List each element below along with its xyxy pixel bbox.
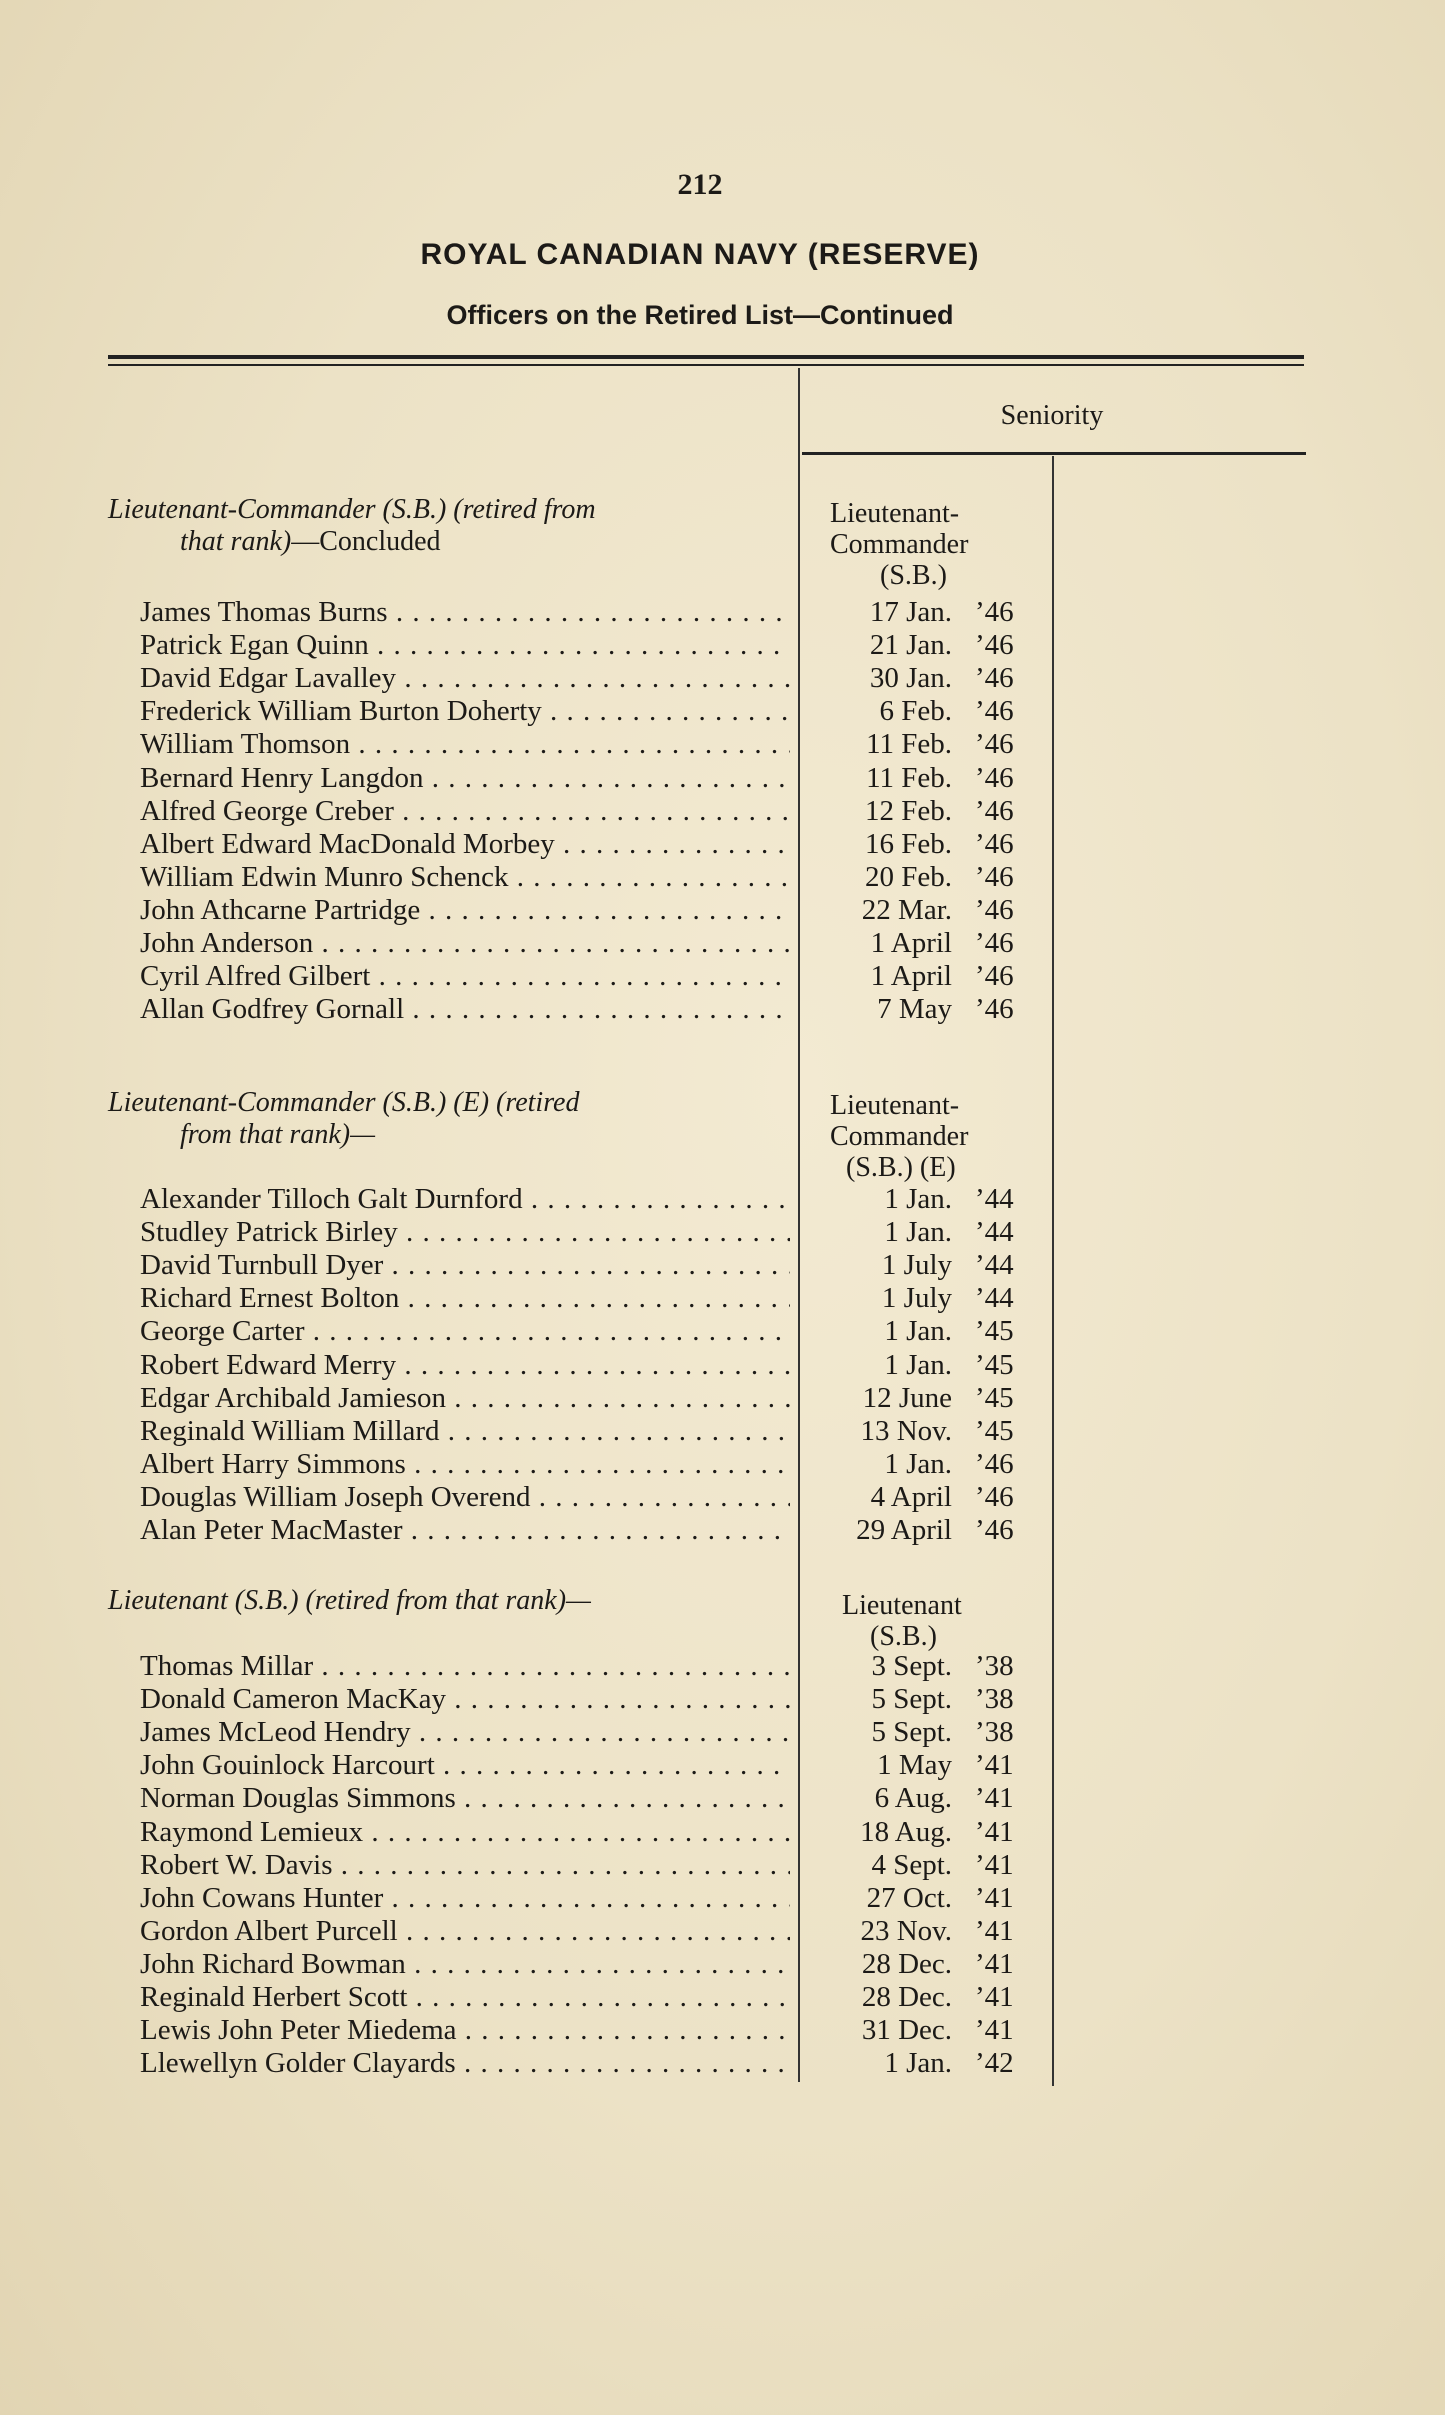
officer-row — [0, 1816, 1100, 1849]
officer-row — [0, 728, 1100, 761]
officer-name: John Cowans Hunter . . . — [140, 1882, 790, 1915]
seniority-year: ’46 — [975, 662, 1014, 695]
rank-label — [830, 1590, 1030, 1652]
rank-label-line: Lieutenant- — [830, 1090, 960, 1121]
seniority-date: 1 Jan. — [884, 1315, 952, 1348]
section-heading-line-1: Lieutenant-Commander (S.B.) (E) (retired — [108, 1087, 580, 1118]
section-heading — [108, 1585, 798, 1617]
seniority-year: ’44 — [975, 1282, 1014, 1315]
officer-row — [0, 828, 1100, 861]
rank-label-line: Commander — [830, 1121, 969, 1152]
seniority-year: ’41 — [975, 1914, 1014, 1947]
seniority-year: ’41 — [975, 2014, 1014, 2047]
rank-label — [830, 498, 1030, 591]
seniority-year: ’45 — [975, 1414, 1014, 1447]
officer-name: Thomas Millar . . . — [140, 1650, 790, 1683]
officer-row — [0, 1849, 1100, 1882]
seniority-year: ’38 — [975, 1650, 1014, 1682]
page-subtitle: Officers on the Retired List—Continued — [446, 300, 954, 330]
officer-row — [0, 1683, 1100, 1716]
seniority-year: ’45 — [975, 1348, 1014, 1381]
seniority-year: ’46 — [975, 993, 1014, 1026]
seniority-year: ’41 — [975, 1815, 1014, 1848]
seniority-date: 22 Mar. — [861, 893, 952, 926]
page-number: 212 — [677, 168, 723, 201]
officer-name: Allan Godfrey Gornall . . . — [140, 993, 790, 1026]
seniority-year: ’41 — [975, 1881, 1014, 1914]
seniority-date: 1 May — [877, 1749, 952, 1782]
seniority-date: 1 Jan. — [884, 1216, 952, 1249]
officer-row — [0, 1514, 1100, 1547]
seniority-date: 12 June — [862, 1381, 952, 1414]
officer-row — [0, 1349, 1100, 1382]
officer-name: Donald Cameron MacKay . . . — [140, 1683, 790, 1716]
seniority-date: 5 Sept. — [871, 1716, 952, 1749]
seniority-year: ’46 — [975, 1447, 1014, 1480]
officer-row — [0, 795, 1100, 828]
officer-name: Cyril Alfred Gilbert . . . — [140, 960, 790, 993]
seniority-date: 29 April — [856, 1514, 952, 1546]
officer-name: John Richard Bowman . . . — [140, 1948, 790, 1981]
seniority-date: 1 Jan. — [884, 2047, 952, 2080]
section-heading — [108, 494, 798, 558]
seniority-date: 28 Dec. — [861, 1947, 952, 1980]
seniority-date: 6 Feb. — [879, 695, 952, 728]
seniority-date: 18 Aug. — [860, 1815, 952, 1848]
officer-row — [0, 861, 1100, 894]
top-double-rule-thin — [108, 364, 1304, 366]
rank-label-line: Lieutenant- — [830, 498, 960, 529]
seniority-year: ’46 — [975, 1514, 1014, 1546]
officer-name: Studley Patrick Birley . . . — [140, 1216, 790, 1249]
section-heading-line-1: Lieutenant-Commander (S.B.) (retired from — [108, 494, 596, 525]
officer-name: John Athcarne Partridge . . . — [140, 894, 790, 927]
officer-row — [0, 993, 1100, 1026]
seniority-year: ’41 — [975, 1848, 1014, 1881]
seniority-year: ’46 — [975, 695, 1014, 728]
page-title: ROYAL CANADIAN NAVY (RESERVE) — [420, 238, 980, 271]
officer-name: Edgar Archibald Jamieson . . . — [140, 1382, 790, 1415]
officer-row — [0, 927, 1100, 960]
rank-label — [830, 1090, 1030, 1183]
seniority-date: 11 Feb. — [866, 728, 952, 761]
seniority-year: ’38 — [975, 1683, 1014, 1716]
officer-row — [0, 1249, 1100, 1282]
officer-row — [0, 762, 1100, 795]
officer-row — [0, 1183, 1100, 1216]
seniority-date: 21 Jan. — [869, 629, 952, 662]
seniority-date: 28 Dec. — [861, 1981, 952, 2013]
officer-row — [0, 1882, 1100, 1915]
rank-label-line: Lieutenant — [842, 1590, 962, 1621]
officer-row — [0, 1650, 1100, 1683]
officer-name: Gordon Albert Purcell . . . — [140, 1915, 790, 1948]
officer-name: Alan Peter MacMaster . . . — [140, 1514, 790, 1547]
seniority-year: ’46 — [975, 927, 1014, 959]
officer-row — [0, 1282, 1100, 1315]
section-heading-line-1: Lieutenant (S.B.) (retired from that rank)— — [108, 1585, 591, 1616]
officer-row — [0, 1448, 1100, 1481]
officer-row — [0, 1415, 1100, 1448]
seniority-date: 20 Feb. — [865, 860, 952, 893]
officer-row — [0, 629, 1100, 662]
officer-name: James McLeod Hendry . . . — [140, 1716, 790, 1749]
seniority-date: 30 Jan. — [869, 662, 952, 695]
seniority-year: ’46 — [975, 1480, 1014, 1513]
seniority-year: ’46 — [975, 728, 1014, 761]
officer-name: Douglas William Joseph Overend . . . — [140, 1481, 790, 1514]
officer-name: Patrick Egan Quinn . . . — [140, 629, 790, 662]
seniority-header-rule — [802, 452, 1306, 455]
officer-row — [0, 596, 1100, 629]
officer-row — [0, 2014, 1100, 2047]
seniority-year: ’45 — [975, 1381, 1014, 1414]
seniority-date: 4 April — [870, 1480, 952, 1513]
seniority-date: 17 Jan. — [869, 596, 952, 628]
seniority-year: ’46 — [975, 596, 1014, 628]
seniority-date: 11 Feb. — [866, 761, 952, 794]
rank-label-line: Commander — [830, 529, 969, 560]
seniority-year: ’46 — [975, 794, 1014, 827]
officer-row — [0, 1948, 1100, 1981]
seniority-year: ’38 — [975, 1716, 1014, 1749]
seniority-date: 1 April — [870, 927, 952, 959]
seniority-year: ’41 — [975, 1981, 1014, 2013]
seniority-year: ’46 — [975, 893, 1014, 926]
seniority-year: ’46 — [975, 960, 1014, 993]
seniority-date: 1 Jan. — [884, 1183, 952, 1215]
officer-name: John Anderson . . . — [140, 927, 790, 960]
seniority-date: 6 Aug. — [874, 1782, 952, 1815]
top-double-rule — [108, 355, 1304, 359]
seniority-date: 1 Jan. — [884, 1348, 952, 1381]
officer-name: Albert Harry Simmons . . . — [140, 1448, 790, 1481]
seniority-date: 23 Nov. — [860, 1914, 952, 1947]
seniority-date: 4 Sept. — [871, 1848, 952, 1881]
officer-row — [0, 1315, 1100, 1348]
officer-row — [0, 1382, 1100, 1415]
officer-name: Bernard Henry Langdon . . . — [140, 762, 790, 795]
officer-name: Llewellyn Golder Clayards . . . — [140, 2047, 790, 2080]
seniority-column-header: Seniority — [1000, 400, 1104, 431]
officer-name: Robert W. Davis . . . — [140, 1849, 790, 1882]
officer-row — [0, 1216, 1100, 1249]
officer-row — [0, 1481, 1100, 1514]
officer-name: Reginald William Millard . . . — [140, 1415, 790, 1448]
seniority-date: 1 Jan. — [884, 1447, 952, 1480]
officer-row — [0, 894, 1100, 927]
officer-name: William Edwin Munro Schenck . . . — [140, 861, 790, 894]
seniority-date: 1 April — [870, 960, 952, 993]
seniority-date: 3 Sept. — [871, 1650, 952, 1682]
officer-name: Alexander Tilloch Galt Durnford . . . — [140, 1183, 790, 1216]
officer-row — [0, 1915, 1100, 1948]
officer-name: Raymond Lemieux . . . — [140, 1816, 790, 1849]
officer-name: Norman Douglas Simmons . . . — [140, 1782, 790, 1815]
officer-row — [0, 1716, 1100, 1749]
officer-row — [0, 960, 1100, 993]
officer-row — [0, 695, 1100, 728]
seniority-year: ’46 — [975, 761, 1014, 794]
section-heading-suffix: —Concluded — [291, 526, 441, 557]
seniority-year: ’41 — [975, 1947, 1014, 1980]
seniority-date: 1 July — [881, 1249, 952, 1282]
section-heading-line-2: from that rank)— — [180, 1119, 375, 1150]
seniority-year: ’46 — [975, 629, 1014, 662]
officer-name: David Turnbull Dyer . . . — [140, 1249, 790, 1282]
seniority-date: 27 Oct. — [866, 1881, 952, 1914]
seniority-date: 1 July — [881, 1282, 952, 1315]
seniority-year: ’45 — [975, 1315, 1014, 1348]
rank-label-line: (S.B.) — [880, 560, 947, 591]
officer-row — [0, 1749, 1100, 1782]
seniority-year: ’42 — [975, 2047, 1014, 2080]
seniority-year: ’46 — [975, 827, 1014, 860]
officer-name: David Edgar Lavalley . . . — [140, 662, 790, 695]
officer-name: Alfred George Creber . . . — [140, 795, 790, 828]
seniority-date: 12 Feb. — [865, 794, 952, 827]
officer-row — [0, 662, 1100, 695]
officer-name: George Carter . . . — [140, 1315, 790, 1348]
seniority-date: 31 Dec. — [861, 2014, 952, 2047]
officer-name: James Thomas Burns . . . — [140, 596, 790, 629]
officer-name: Robert Edward Merry . . . — [140, 1349, 790, 1382]
seniority-date: 5 Sept. — [871, 1683, 952, 1716]
officer-row — [0, 1981, 1100, 2014]
officer-name: Albert Edward MacDonald Morbey . . . — [140, 828, 790, 861]
officer-name: Richard Ernest Bolton . . . — [140, 1282, 790, 1315]
seniority-year: ’44 — [975, 1216, 1014, 1249]
officer-name: Frederick William Burton Doherty . . . — [140, 695, 790, 728]
seniority-date: 7 May — [877, 993, 952, 1026]
section-heading-line-2: that rank) — [180, 526, 292, 557]
seniority-year: ’46 — [975, 860, 1014, 893]
officer-name: William Thomson . . . — [140, 728, 790, 761]
seniority-date: 13 Nov. — [860, 1414, 952, 1447]
officer-name: John Gouinlock Harcourt . . . — [140, 1749, 790, 1782]
seniority-year: ’44 — [975, 1183, 1014, 1215]
seniority-year: ’41 — [975, 1749, 1014, 1782]
officer-name: Reginald Herbert Scott . . . — [140, 1981, 790, 2014]
officer-row — [0, 1782, 1100, 1815]
section-heading — [108, 1087, 798, 1151]
seniority-year: ’44 — [975, 1249, 1014, 1282]
seniority-date: 16 Feb. — [865, 827, 952, 860]
seniority-year: ’41 — [975, 1782, 1014, 1815]
officer-row — [0, 2047, 1100, 2080]
rank-label-line: (S.B.) (E) — [846, 1152, 956, 1183]
rank-label-line: (S.B.) — [870, 1621, 937, 1652]
officer-name: Lewis John Peter Miedema . . . — [140, 2014, 790, 2047]
